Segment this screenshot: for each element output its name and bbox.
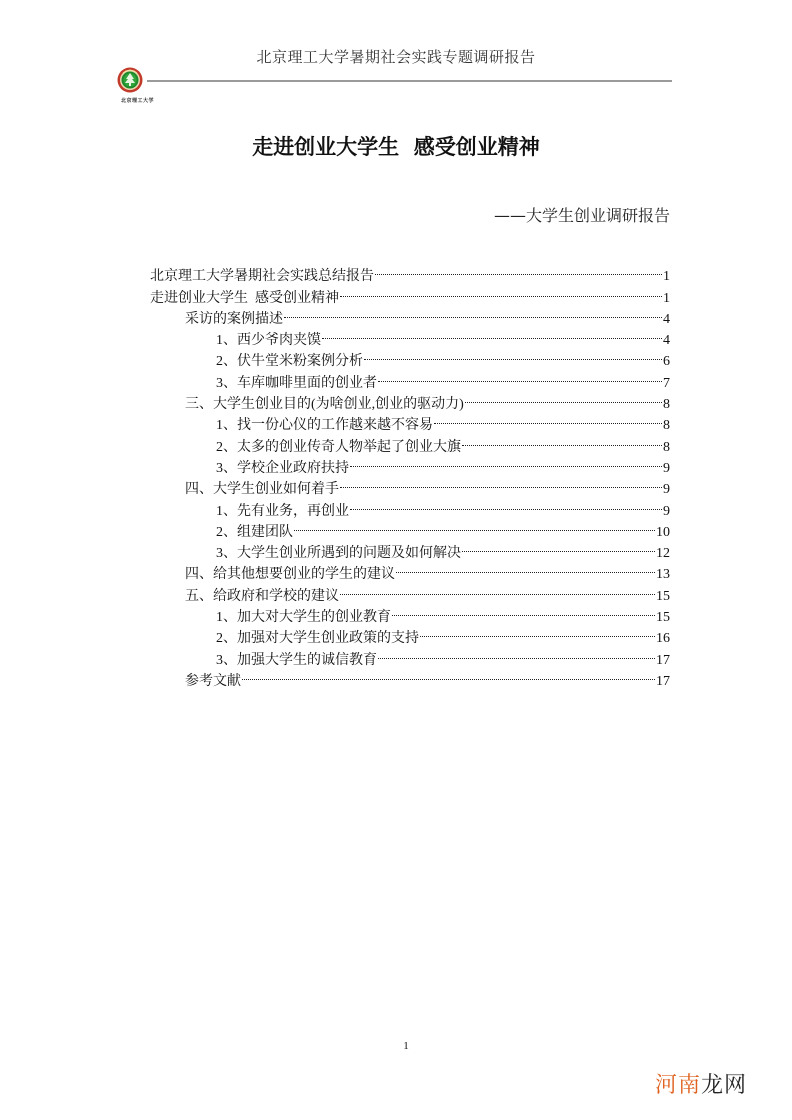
toc-entry-page: 9 (663, 503, 670, 519)
toc-entry-page: 15 (656, 610, 670, 626)
toc-dot-leader (350, 493, 662, 514)
document-title: 走进创业大学生 感受创业精神 (252, 135, 540, 159)
toc-dot-leader (378, 365, 662, 386)
toc-dot-leader (340, 472, 662, 493)
toc-entry-page: 8 (663, 439, 670, 455)
watermark-part-1: 河南 (655, 1073, 702, 1098)
toc-entry-label: 3、学校企业政府扶持 (216, 460, 349, 476)
toc-dot-leader (294, 515, 655, 536)
toc-entry-label: 采访的案例描述 (185, 311, 283, 327)
toc-entry-page: 1 (663, 290, 670, 306)
toc-entry-page: 1 (663, 269, 670, 285)
toc-dot-leader (465, 387, 662, 408)
toc-entry-label: 参考文献 (185, 673, 241, 689)
toc-entry-label: 1、加大对大学生的创业教育 (216, 610, 391, 626)
toc-dot-leader (462, 536, 655, 557)
toc-entry-label: 2、组建团队 (216, 524, 293, 540)
toc-entry-page: 16 (656, 631, 670, 647)
toc-entry-page: 10 (656, 524, 670, 540)
toc-entry-page: 7 (663, 375, 670, 391)
toc-entry-label: 3、车库咖啡里面的创业者 (216, 375, 377, 391)
toc-entry-label: 北京理工大学暑期社会实践总结报告 (150, 269, 374, 285)
page-number: 1 (403, 1040, 409, 1052)
toc-dot-leader (242, 664, 655, 685)
toc-dot-leader (420, 621, 655, 642)
toc-dot-leader (434, 408, 662, 429)
header-rule (147, 80, 672, 82)
toc-entry-label: 四、大学生创业如何着手 (185, 482, 339, 498)
toc-dot-leader (462, 429, 662, 450)
toc-entry-page: 8 (663, 397, 670, 413)
toc-entry-label: 1、找一份心仪的工作越来越不容易 (216, 418, 433, 434)
logo-caption: 北京理工大学 (121, 98, 155, 104)
page-header-title: 北京理工大学暑期社会实践专题调研报告 (256, 50, 536, 66)
watermark (655, 1068, 747, 1099)
toc-dot-leader (350, 451, 662, 472)
toc-dot-leader (392, 600, 655, 621)
toc-dot-leader (322, 323, 662, 344)
toc-entry-label: 3、加强大学生的诚信教育 (216, 652, 377, 668)
toc-entry-page: 4 (663, 311, 670, 327)
toc-entry-page: 17 (656, 652, 670, 668)
toc-entry-label: 四、给其他想要创业的学生的建议 (185, 567, 395, 583)
toc-dot-leader (375, 259, 662, 280)
toc-entry[interactable] (150, 259, 670, 285)
toc-entry-label: 1、西少爷肉夹馍 (216, 333, 321, 349)
toc-entry-page: 9 (663, 460, 670, 476)
toc-entry-label: 2、加强对大学生创业政策的支持 (216, 631, 419, 647)
toc-entry-label: 1、先有业务，再创业 (216, 503, 349, 519)
table-of-contents (150, 259, 670, 689)
toc-entry-label: 走进创业大学生 感受创业精神 (150, 290, 339, 306)
document-subtitle: ——大学生创业调研报告 (493, 206, 670, 225)
toc-dot-leader (378, 642, 655, 663)
toc-dot-leader (284, 302, 662, 323)
toc-dot-leader (364, 344, 662, 365)
toc-entry-label: 五、给政府和学校的建议 (185, 588, 339, 604)
toc-entry-label: 2、伏牛堂米粉案例分析 (216, 354, 363, 370)
toc-entry-page: 4 (663, 333, 670, 349)
toc-entry-page: 6 (663, 354, 670, 370)
toc-entry-page: 12 (656, 546, 670, 562)
toc-dot-leader (340, 280, 662, 301)
watermark-part-2: 龙网 (701, 1073, 748, 1098)
toc-entry-page: 8 (663, 418, 670, 434)
toc-entry-page: 17 (656, 673, 670, 689)
toc-entry-label: 2、太多的创业传奇人物举起了创业大旗 (216, 439, 461, 455)
toc-dot-leader (396, 557, 655, 578)
toc-entry-page: 15 (656, 588, 670, 604)
toc-entry-label: 3、大学生创业所遇到的问题及如何解决 (216, 546, 461, 562)
toc-entry-page: 9 (663, 482, 670, 498)
toc-entry-label: 三、大学生创业目的(为啥创业,创业的驱动力) (185, 397, 464, 413)
toc-dot-leader (340, 578, 655, 599)
toc-entry-page: 13 (656, 567, 670, 583)
